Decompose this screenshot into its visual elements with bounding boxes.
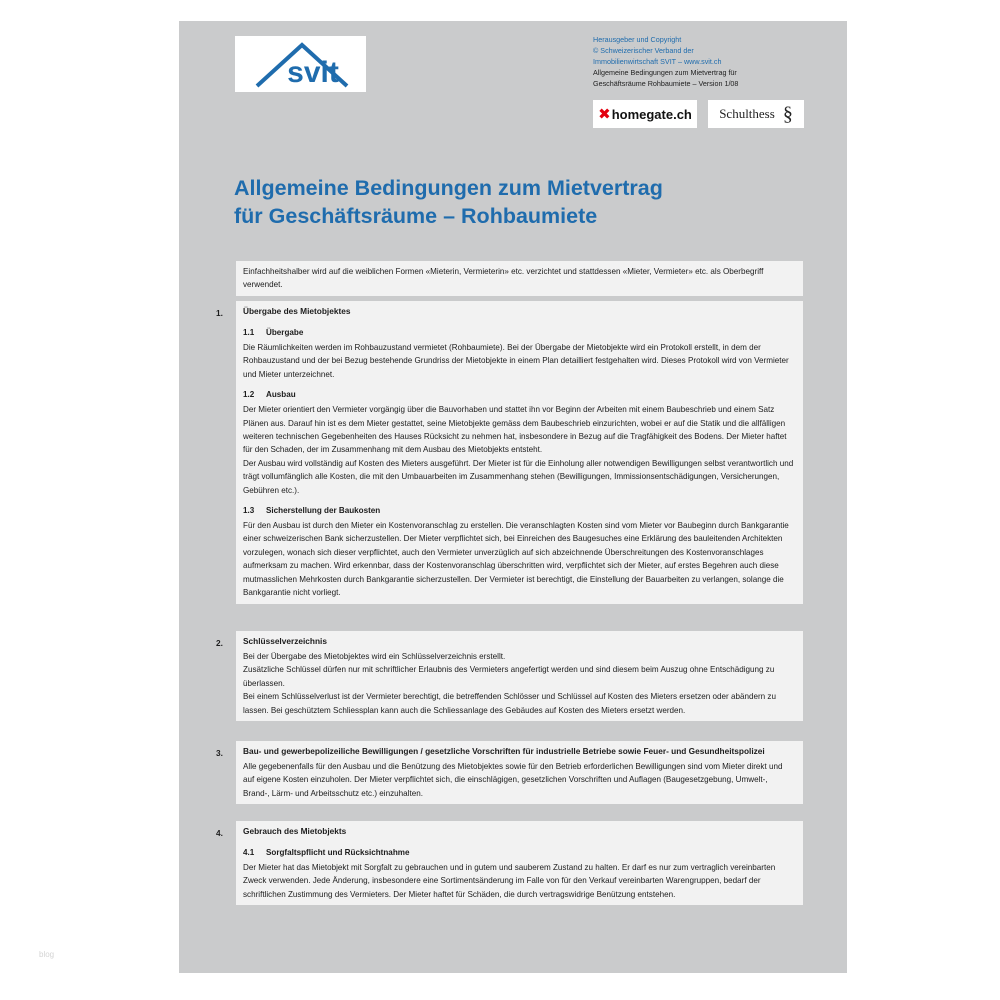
section-title: Bau- und gewerbepolizeiliche Bewilligungen / gesetzliche Vorschriften für industrielle Betriebe sowie Feuer- und Gesundheitspolizei bbox=[243, 746, 765, 756]
subsection-number: 4.1 bbox=[243, 848, 255, 857]
logo-text: svit bbox=[287, 56, 339, 89]
paragraph: Der Ausbau wird vollständig auf Kosten des Mieters ausgeführt. Der Mieter ist für die Einholung aller notwendigen Bewilligungen selbst verantwortlich und trägt vollumfänglich alle Kosten, die mit den Umbauarbeiten im Zusammenhang stehen (Bewilligungen, Immissionsentschädigungen, Versicherungen, Gebühren etc.). bbox=[243, 458, 794, 495]
section-number: 2. bbox=[216, 638, 223, 648]
paragraph: Die Räumlichkeiten werden im Rohbauzustand vermietet (Rohbaumiete). Bei der Übergabe der Mietobjekte wird ein Protokoll erstellt, in dem der Rohbauzustand und der bei Bezug bestehende Grundriss der Mietobjekte in einem Plan detailliert festgehalten wird. Dieses Protokoll wird von Vermieter und Mieter unterzeichnet. bbox=[243, 343, 789, 379]
paragraph: Für den Ausbau ist durch den Mieter ein Kostenvoranschlag zu erstellen. Die veranschlagten Kosten sind vom Mieter vor Baubeginn durch Bankgarantie einer schweizerischen Bank sicherzustellen. Der Mieter verpflichtet sich, bei Einreichen des Baugesuches eine Erklärung des bauleitenden Architekten vorzulegen, wonach sich dieser verpflichtet, auch den Vermieter unverzüglich auf sich abzeichnende Überschreitungen des Kostenvoranschlages aufmerksam zu machen. Wird erkennbar, dass der Kostenvoranschlag überschritten wird, verpflichtet sich der Mieter, auf erstes Begehren auch diese mutmasslichen Mehrkosten durch Bankgarantie sicherzustellen. Der Vermieter ist berechtigt, die Einstellung der Bauarbeiten zu verlangen, solange die Bankgarantie nicht vorliegt. bbox=[243, 521, 789, 598]
paragraph: Der Mieter orientiert den Vermieter vorgängig über die Bauvorhaben und stattet ihn vor Beginn der Arbeiten mit einem Baubeschrieb und einem Satz Plänen aus. Darauf hin ist es dem Mieter gestattet, seine Mietobjekte gemäss dem Baubeschrieb einzurichten, wobei er auf die Statik und die allfälligen weiteren technischen Gegebenheiten des Hauses Rücksicht zu nehmen hat, insbesondere in Bezug auf die Tragfähigkeit des Bodens. Der Mieter haftet für den Schaden, der im Zusammenhang mit dem Ausbau des Mietobjekts entsteht. bbox=[243, 405, 787, 455]
subsection-heading bbox=[243, 326, 795, 339]
paragraph: Bei einem Schlüsselverlust ist der Vermieter berechtigt, die betreffenden Schlösser und Schlüssel auf Kosten des Mieters ersetzen oder abändern zu lassen. Bei geschütztem Schliessplan kann auch die Schliessanlage des Gebäudes auf Kosten des Mieters ersetzt werden. bbox=[243, 692, 776, 715]
publisher-info bbox=[593, 34, 813, 89]
paragraph: Der Mieter hat das Mietobjekt mit Sorgfalt zu gebrauchen und in gutem und sauberem Zustand zu halten. Er darf es nur zum vertraglich vereinbarten Zweck verwenden. Jede Änderung, insbesondere eine Sortimentsänderung im Falle von für den Verkauf vereinbarten Warengruppen, bedarf der schriftlichen Zustimmung des Vermieters. Der Mieter haftet für Schäden, die durch vertragswidrige Benützung entstehen. bbox=[243, 863, 776, 899]
paragraph-sign-icon: § bbox=[782, 103, 793, 125]
paragraph: Bei der Übergabe des Mietobjektes wird ein Schlüsselverzeichnis erstellt. bbox=[243, 652, 506, 661]
section-1-box bbox=[236, 301, 803, 604]
schulthess-logo bbox=[708, 100, 804, 128]
subsection-heading bbox=[243, 504, 795, 517]
subsection-title: Sorgfaltspflicht und Rücksichtnahme bbox=[266, 848, 410, 857]
section-title: Übergabe des Mietobjektes bbox=[243, 306, 351, 316]
paragraph: Alle gegebenenfalls für den Ausbau und die Benützung des Mietobjektes sowie für den Betrieb erforderlichen Bewilligungen sind vom Mieter direkt und auf eigene Kosten einzuholen. Der Mieter verpflichtet sich, die einschlägigen, gesetzlichen Vorschriften und Auflagen (Baugesetzgebung, Umwelt-, Brand-, Lärm- und Arbeitsschutz etc.) einzuhalten. bbox=[243, 762, 783, 798]
document-version-line: Geschäftsräume Rohbaumiete – Version 1/08 bbox=[593, 79, 739, 88]
svit-logo bbox=[235, 36, 366, 92]
title-line: für Geschäftsräume – Rohbaumiete bbox=[234, 204, 598, 228]
section-2-box bbox=[236, 631, 803, 721]
subsection-number: 1.2 bbox=[243, 390, 255, 400]
homegate-logo-text: homegate.ch bbox=[611, 106, 692, 122]
subsection-title: Sicherstellung der Baukosten bbox=[266, 506, 381, 516]
homegate-mark-icon: ✖ bbox=[598, 106, 611, 123]
section-title: Schlüsselverzeichnis bbox=[243, 636, 327, 646]
watermark: blog bbox=[39, 950, 55, 959]
paragraph: Zusätzliche Schlüssel dürfen nur mit schriftlicher Erlaubnis des Vermieters angefertigt werden und sind diesem beim Auszug ohne Entschädigung zu überlassen. bbox=[243, 665, 775, 688]
subsection-title: Übergabe bbox=[266, 328, 304, 337]
subsection-number: 1.3 bbox=[243, 506, 255, 516]
publisher-line: © Schweizerischer Verband der bbox=[593, 46, 694, 55]
section-title: Gebrauch des Mietobjekts bbox=[243, 826, 347, 836]
section-4-box bbox=[236, 821, 803, 905]
section-number: 3. bbox=[216, 748, 223, 758]
document-version-line: Allgemeine Bedingungen zum Mietvertrag für bbox=[593, 68, 737, 77]
publisher-line: Immobilienwirtschaft SVIT – www.svit.ch bbox=[593, 57, 722, 66]
section-3-box bbox=[236, 741, 803, 804]
title-line: Allgemeine Bedingungen zum Mietvertrag bbox=[234, 176, 663, 200]
subsection-number: 1.1 bbox=[243, 328, 255, 337]
schulthess-logo-text: Schulthess bbox=[719, 106, 775, 121]
subsection-heading bbox=[243, 388, 795, 401]
section-number: 4. bbox=[216, 828, 223, 838]
document-page bbox=[179, 21, 847, 973]
homegate-logo bbox=[593, 100, 697, 128]
publisher-line: Herausgeber und Copyright bbox=[593, 35, 682, 44]
document-title bbox=[234, 174, 814, 230]
subsection-heading bbox=[243, 846, 795, 859]
section-number: 1. bbox=[216, 308, 223, 318]
intro-box bbox=[236, 261, 803, 296]
intro-text: Einfachheitshalber wird auf die weiblichen Formen «Mieterin, Vermieterin» etc. verzichtet und stattdessen «Mieter, Vermieter» etc. als Oberbegriff verwendet. bbox=[243, 267, 764, 290]
subsection-title: Ausbau bbox=[266, 390, 296, 400]
